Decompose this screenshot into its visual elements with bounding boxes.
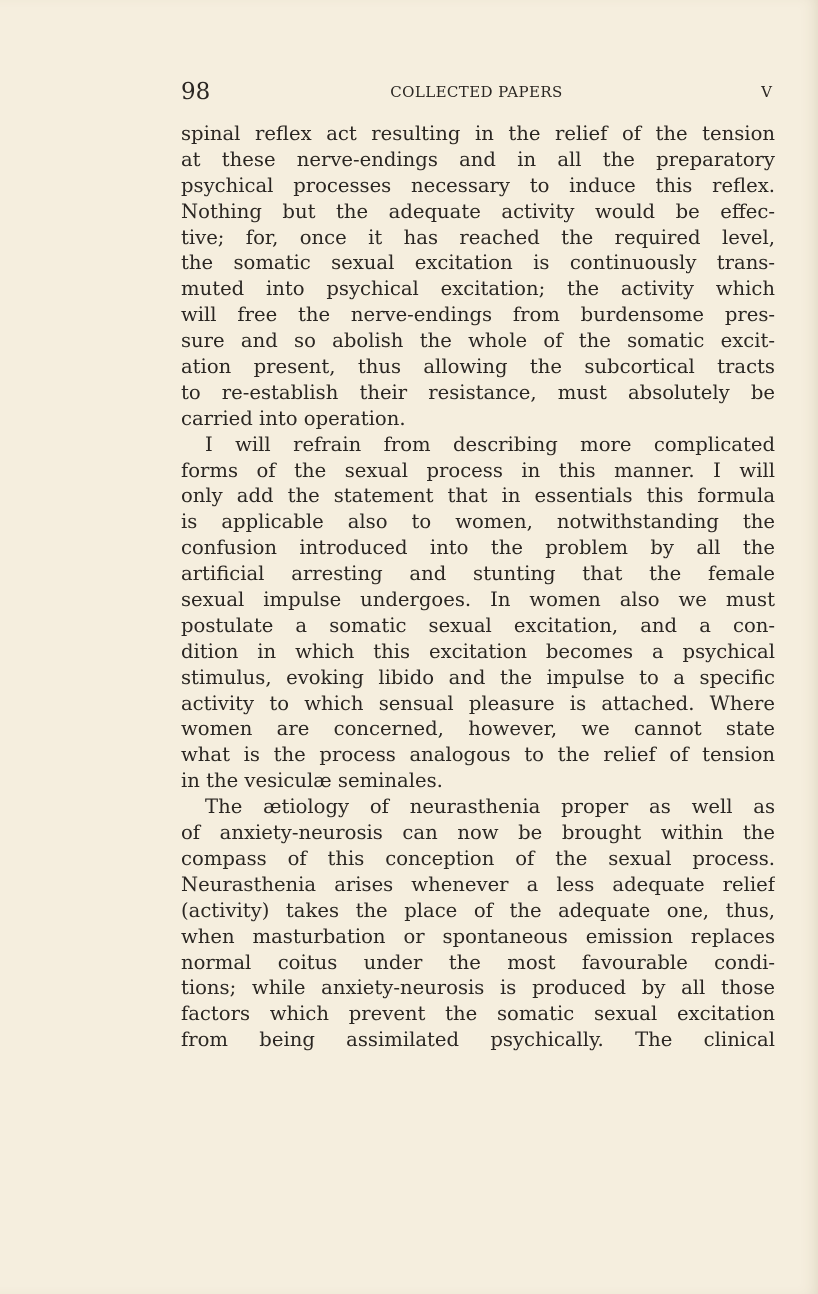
text-line: stimulus, evoking libido and the impulse to a specific — [181, 665, 775, 689]
text-line: the somatic sexual excitation is continuously trans- — [181, 251, 775, 275]
text-line: I will refrain from describing more complicated — [205, 432, 775, 456]
text-line: artificial arresting and stunting that the female — [181, 562, 775, 586]
text-line: sure and so abolish the whole of the somatic excit- — [181, 329, 775, 353]
text-line: factors which prevent the somatic sexual excitation — [181, 1002, 775, 1026]
text-line: normal coitus under the most favourable condi- — [181, 950, 775, 974]
text-line: in the vesiculæ seminales. — [181, 769, 443, 793]
page-number: 98 — [181, 79, 211, 105]
text-line: when masturbation or spontaneous emission replaces — [181, 924, 775, 948]
paragraph — [181, 794, 775, 1053]
text-line: dition in which this excitation becomes a psychical — [181, 639, 775, 663]
running-head — [181, 78, 772, 106]
text-line: what is the process analogous to the relief of tension — [181, 743, 775, 767]
running-title: COLLECTED PAPERS — [390, 83, 563, 101]
text-line: from being assimilated psychically. The clinical — [181, 1028, 775, 1052]
text-line: will free the nerve-endings from burdensome pres- — [181, 303, 775, 327]
text-line: compass of this conception of the sexual process. — [181, 846, 775, 870]
text-line: psychical processes necessary to induce this reflex. — [181, 173, 775, 197]
text-line: sexual impulse undergoes. In women also we must — [181, 588, 775, 612]
text-line: women are concerned, however, we cannot state — [181, 717, 775, 741]
text-line: Neurasthenia arises whenever a less adequate relief — [181, 872, 775, 896]
text-line: is applicable also to women, notwithstanding the — [181, 510, 775, 534]
text-line: at these nerve-endings and in all the preparatory — [181, 147, 775, 171]
paragraph — [181, 432, 775, 794]
text-line: carried into operation. — [181, 406, 406, 430]
text-line: confusion introduced into the problem by all the — [181, 536, 775, 560]
text-line: tive; for, once it has reached the required level, — [181, 225, 775, 249]
text-line: muted into psychical excitation; the activity which — [181, 277, 775, 301]
text-line: spinal reflex act resulting in the relief of the tension — [181, 122, 775, 145]
text-line: (activity) takes the place of the adequate one, thus, — [181, 898, 775, 922]
text-line: postulate a somatic sexual excitation, and a con- — [181, 613, 775, 637]
text-line: activity to which sensual pleasure is attached. Where — [181, 691, 775, 715]
text-line: tions; while anxiety-neurosis is produced by all those — [181, 976, 775, 1000]
text-line: Nothing but the adequate activity would be effec- — [181, 199, 775, 223]
paragraph — [181, 121, 775, 432]
text-line: of anxiety-neurosis can now be brought within the — [181, 821, 775, 845]
text-line: to re-establish their resistance, must absolutely be — [181, 380, 775, 404]
section-mark: V — [761, 83, 772, 101]
text-line: forms of the sexual process in this manner. I will — [181, 458, 775, 482]
text-line: only add the statement that in essentials this formula — [181, 484, 775, 508]
body-text — [181, 121, 775, 1053]
text-line: ation present, thus allowing the subcortical tracts — [181, 355, 775, 379]
text-line: The ætiology of neurasthenia proper as well as — [205, 795, 775, 819]
